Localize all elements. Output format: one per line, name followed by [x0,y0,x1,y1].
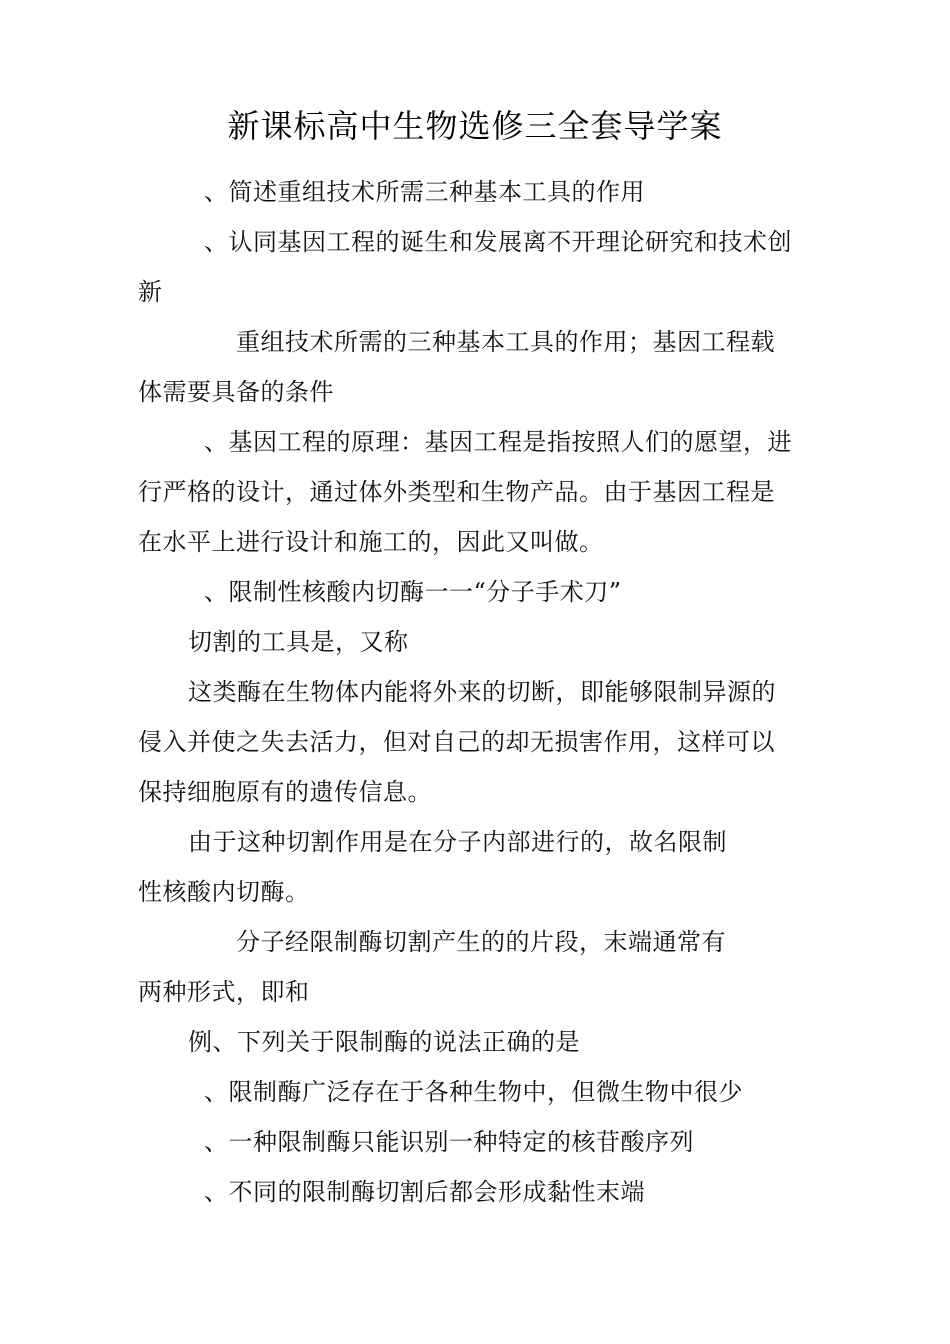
text-line: 在水平上进行设计和施工的，因此又叫做。 [138,528,604,556]
text-line: 这类酶在生物体内能将外来的切断，即能够限制异源的 [188,678,776,706]
document-title: 新课标高中生物选修三全套导学案 [227,107,723,145]
text-line: 由于这种切割作用是在分子内部进行的，故名限制 [188,828,727,856]
text-line: 、简述重组技术所需三种基本工具的作用 [204,178,645,206]
text-line: 新 [138,278,163,306]
text-line: 切割的工具是，又称 [188,628,409,656]
text-line: 体需要具备的条件 [138,378,334,406]
text-line: 保持细胞原有的遗传信息。 [138,778,432,806]
text-line: 侵入并使之失去活力，但对自己的却无损害作用，这样可以 [138,728,775,756]
text-line: 、不同的限制酶切割后都会形成黏性末端 [204,1178,645,1206]
text-line: 、限制酶广泛存在于各种生物中，但微生物中很少 [204,1078,743,1106]
text-line: 重组技术所需的三种基本工具的作用；基因工程载 [236,328,775,356]
text-line: 分子经限制酶切割产生的的片段，末端通常有 [236,928,726,956]
text-line: 行严格的设计，通过体外类型和生物产品。由于基因工程是 [138,478,775,506]
text-line: 例、下列关于限制酶的说法正确的是 [188,1028,580,1056]
text-line: 性核酸内切酶。 [138,878,310,906]
text-line: 、限制性核酸内切酶一一“分子手术刀” [204,578,622,606]
text-line: 、基因工程的原理：基因工程是指按照人们的愿望，进 [204,428,792,456]
text-line: 、一种限制酶只能识别一种特定的核苷酸序列 [204,1128,694,1156]
text-line: 、认同基因工程的诞生和发展离不开理论研究和技术创 [204,228,792,256]
text-line: 两种形式，即和 [138,978,310,1006]
